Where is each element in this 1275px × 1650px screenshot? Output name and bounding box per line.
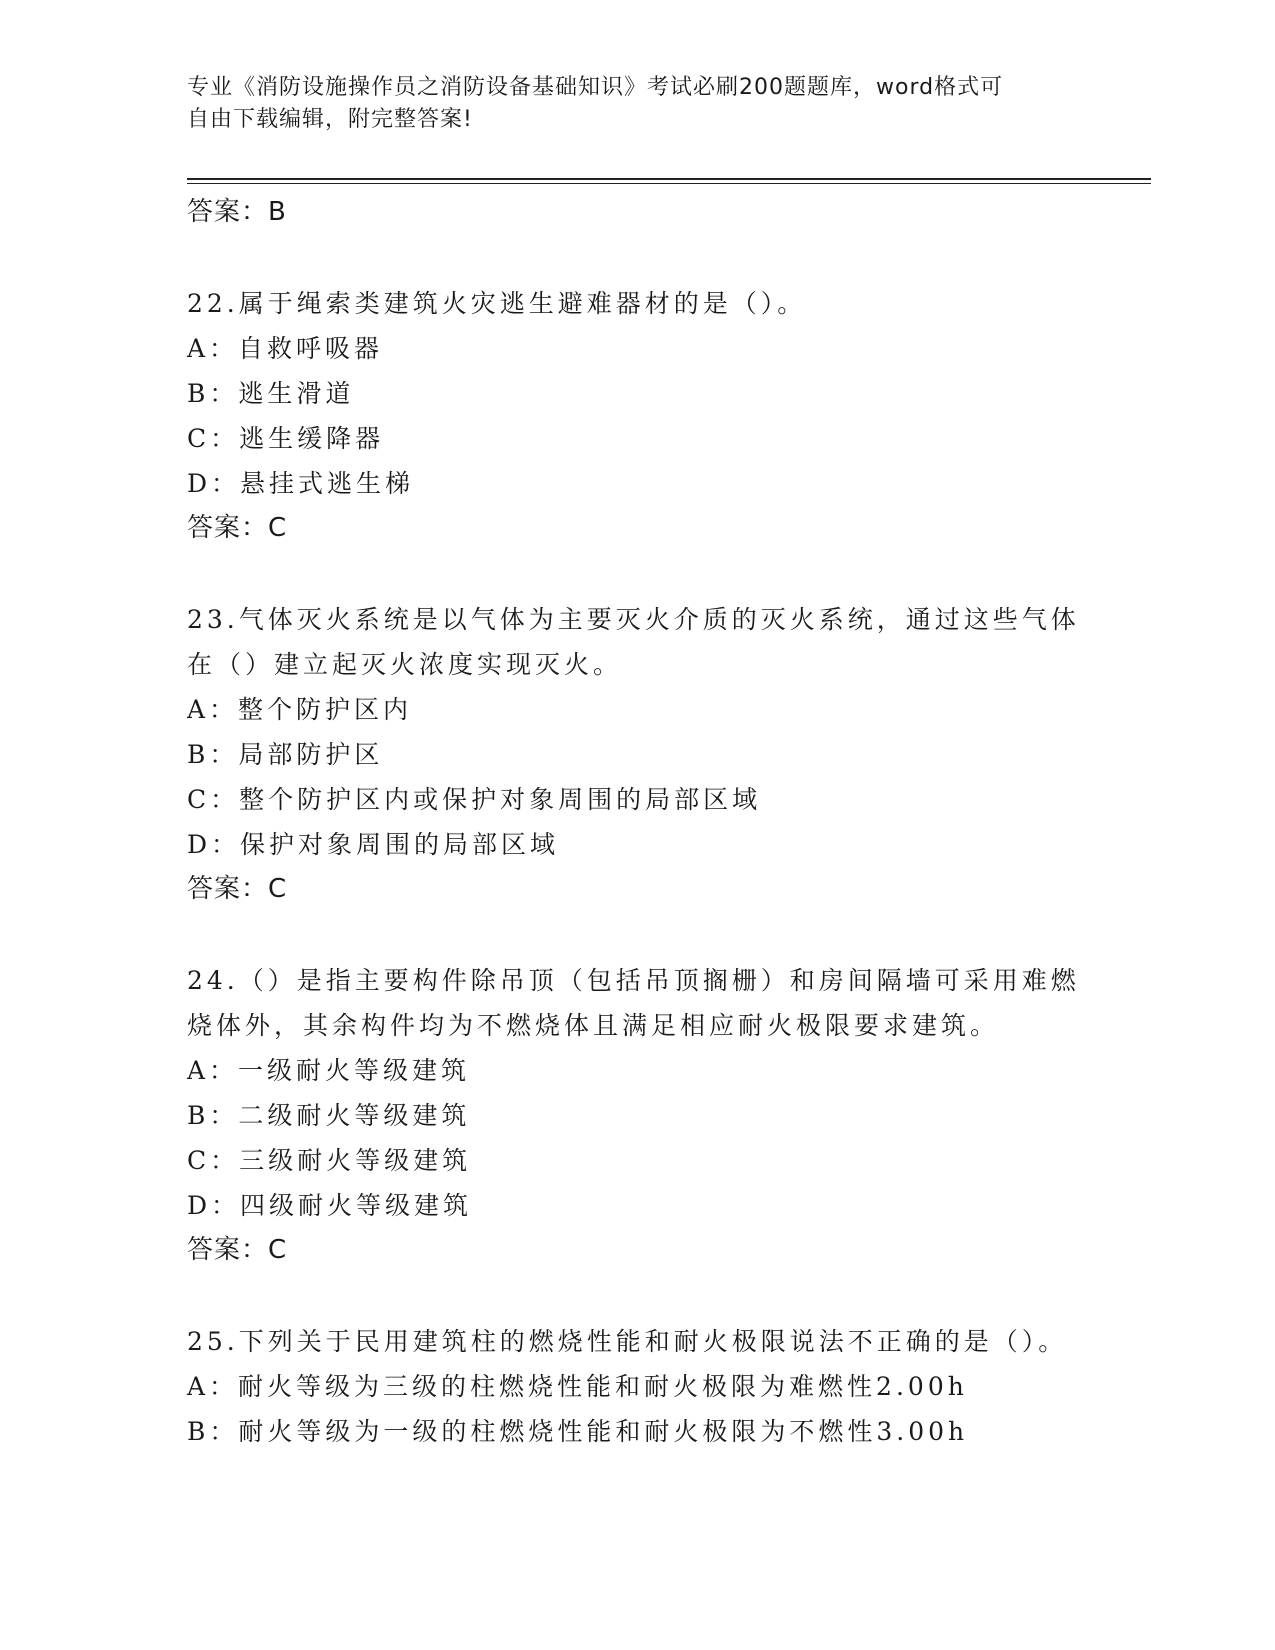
document-header (187, 72, 1067, 136)
option-a: A：整个防护区内 (187, 695, 413, 724)
option-b: B：二级耐火等级建筑 (187, 1101, 471, 1130)
question-text: 25.下列关于民用建筑柱的燃烧性能和耐火极限说法不正确的是（）。 (187, 1327, 1068, 1356)
option-a: A：一级耐火等级建筑 (187, 1056, 471, 1085)
question-text: 23.气体灭火系统是以气体为主要灭火介质的灭火系统，通过这些气体 (187, 605, 1080, 634)
answer: 答案：C (187, 874, 288, 904)
question-text: 22.属于绳索类建筑火灾逃生避难器材的是（）。 (187, 289, 807, 318)
option-c: C：三级耐火等级建筑 (187, 1146, 472, 1175)
option-b: B：逃生滑道 (187, 379, 355, 408)
option-c: C：逃生缓降器 (187, 424, 385, 453)
header-rule-thin (187, 183, 1151, 184)
header-line-2: 自由下载编辑，附完整答案! (187, 107, 473, 132)
question-25 (187, 1319, 1087, 1454)
question-list (187, 190, 1087, 1454)
option-b: B：局部防护区 (187, 740, 384, 769)
previous-answer: 答案：B (187, 197, 287, 227)
option-d: D：四级耐火等级建筑 (187, 1191, 473, 1220)
option-d: D：保护对象周围的局部区域 (187, 830, 560, 859)
header-rule-thick (187, 178, 1151, 180)
option-a: A：自救呼吸器 (187, 334, 384, 363)
question-text-continued: 烧体外，其余构件均为不燃烧体且满足相应耐火极限要求建筑。 (187, 1011, 1000, 1040)
option-a: A：耐火等级为三级的柱燃烧性能和耐火极限为难燃性2.00h (187, 1372, 968, 1401)
question-text: 24.（）是指主要构件除吊顶（包括吊顶搁栅）和房间隔墙可采用难燃 (187, 966, 1080, 995)
question-24 (187, 958, 1087, 1273)
answer: 答案：C (187, 513, 288, 543)
answer: 答案：C (187, 1235, 288, 1265)
question-23 (187, 597, 1087, 912)
header-line-1: 专业《消防设施操作员之消防设备基础知识》考试必刷200题题库，word格式可 (187, 75, 1004, 100)
option-c: C：整个防护区内或保护对象周围的局部区域 (187, 785, 762, 814)
question-text-continued: 在（）建立起灭火浓度实现灭火。 (187, 650, 623, 679)
question-22 (187, 281, 1087, 551)
option-d: D：悬挂式逃生梯 (187, 469, 415, 498)
option-b: B：耐火等级为一级的柱燃烧性能和耐火极限为不燃性3.00h (187, 1417, 969, 1446)
